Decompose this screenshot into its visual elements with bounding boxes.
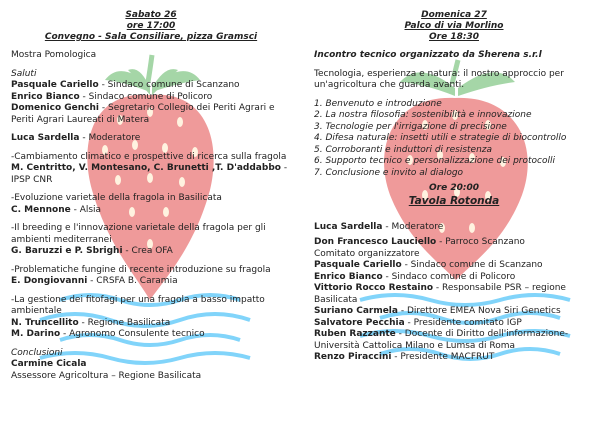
panel-item: Luca Sardella - Moderatore	[314, 221, 444, 232]
panel-item: Don Francesco Lauciello - Parroco Scanzano	[314, 237, 525, 247]
right-header	[314, 10, 594, 43]
left-column	[11, 10, 291, 382]
agenda-item: 3. Tecnologie per l'irrigazione di precisione	[314, 121, 507, 132]
incontro-title: Incontro tecnico organizzato da Sherena s.r.l	[314, 50, 542, 60]
left-header	[11, 10, 291, 43]
right-time: Ore 18:30	[429, 32, 479, 42]
agenda-item: 2. La nostra filosofia: sostenibilità e innovazione	[314, 110, 532, 120]
agenda-list	[314, 99, 594, 180]
left-day: Sabato 26	[125, 10, 177, 20]
conclusioni-name: Carmine Cicala	[11, 359, 87, 369]
intro-text: Tecnologia, esperienza e natura: il nostro approccio per un'agricoltura che guarda avanti.	[314, 68, 564, 90]
panel-item: Renzo Piraccini - Presidente MACFRUT	[314, 352, 495, 362]
talk-speaker: E. Dongiovanni - CRSFA B. Caramia	[11, 276, 178, 286]
saluti-label: Saluti	[11, 68, 37, 79]
saluti-item: Pasquale Cariello - Sindaco comune di Scanzano	[11, 80, 240, 90]
right-column	[314, 10, 594, 364]
panel-item: Salvatore Pecchia - Presidente comitato IGP	[314, 317, 522, 328]
conclusioni-role: Assessore Agricoltura – Regione Basilicata	[11, 370, 202, 381]
panel-item: Pasquale Cariello - Sindaco comune di Scanzano	[314, 260, 543, 270]
panel-item: Comitato organizzatore	[314, 248, 420, 259]
left-venue: Convegno - Sala Consiliare, pizza Gramsci	[44, 32, 258, 42]
conclusioni-label: Conclusioni	[11, 347, 63, 358]
agenda-item: 6. Supporto tecnico e personalizzazione dei protocolli	[314, 156, 556, 166]
talk-title: -Evoluzione varietale della fragola in Basilicata	[11, 193, 222, 203]
mostra-pomologica: Mostra Pomologica	[11, 50, 97, 60]
agenda-item: 5. Corroboranti e induttori di resistenza	[314, 144, 493, 155]
panel-item: Ruben Razzante - Docente di Diritto dell'informazione-Università Cattolica Milano e Lumsa di Roma	[314, 329, 569, 351]
talk-speaker: C. Mennone - Alsia	[11, 204, 102, 215]
talk-title: -Il breeding e l'innovazione varietale della fragola per gli ambienti mediterranei	[11, 223, 266, 245]
agenda-item: 4. Difesa naturale: insetti utili e strategie di biocontrollo	[314, 133, 567, 143]
talk-speaker: M. Darino - Agronomo Consulente tecnico	[11, 329, 205, 339]
panel-item: Enrico Bianco - Sindaco comune di Policoro	[314, 271, 516, 282]
right-day: Domenica 27	[421, 10, 487, 20]
ore-20: Ore 20:00	[429, 183, 479, 193]
moderator: Luca Sardella - Moderatore	[11, 133, 141, 143]
talk-speaker: M. Centritto, V. Montesano, C. Brunetti ,T. D'addabbo - IPSP CNR	[11, 163, 288, 185]
talk-speaker: N. Truncellito - Regione Basilicata	[11, 317, 171, 328]
agenda-item: 7. Conclusione e invito al dialogo	[314, 167, 464, 178]
talk-speaker: G. Baruzzi e P. Sbrighi - Crea OFA	[11, 246, 173, 256]
talk-title: -Cambiamento climatico e prospettive di ricerca sulla fragola	[11, 151, 287, 162]
panel-item: Vittorio Rocco Restaino - Responsabile PSR – regione Basilicata	[314, 283, 566, 305]
talk-title: -La gestione dei fitofagi per una fragola a basso impatto ambientale	[11, 294, 265, 316]
talk-title: -Problematiche fungine di recente introduzione su fragola	[11, 264, 271, 275]
tavola-rotonda: Tavola Rotonda	[408, 194, 500, 207]
panel-item: Suriano Carmela - Direttore EMEA Nova Siri Genetics	[314, 306, 561, 316]
saluti-item: Enrico Bianco - Sindaco comune di Policoro	[11, 91, 213, 102]
left-time: ore 17:00	[126, 21, 176, 31]
agenda-item: 1. Benvenuto e introduzione	[314, 98, 442, 109]
saluti-item: Domenico Genchi - Segretario Collegio dei Periti Agrari e Periti Agrari Laureati di Matera	[11, 103, 275, 125]
right-venue: Palco di via Morlino	[404, 21, 504, 31]
